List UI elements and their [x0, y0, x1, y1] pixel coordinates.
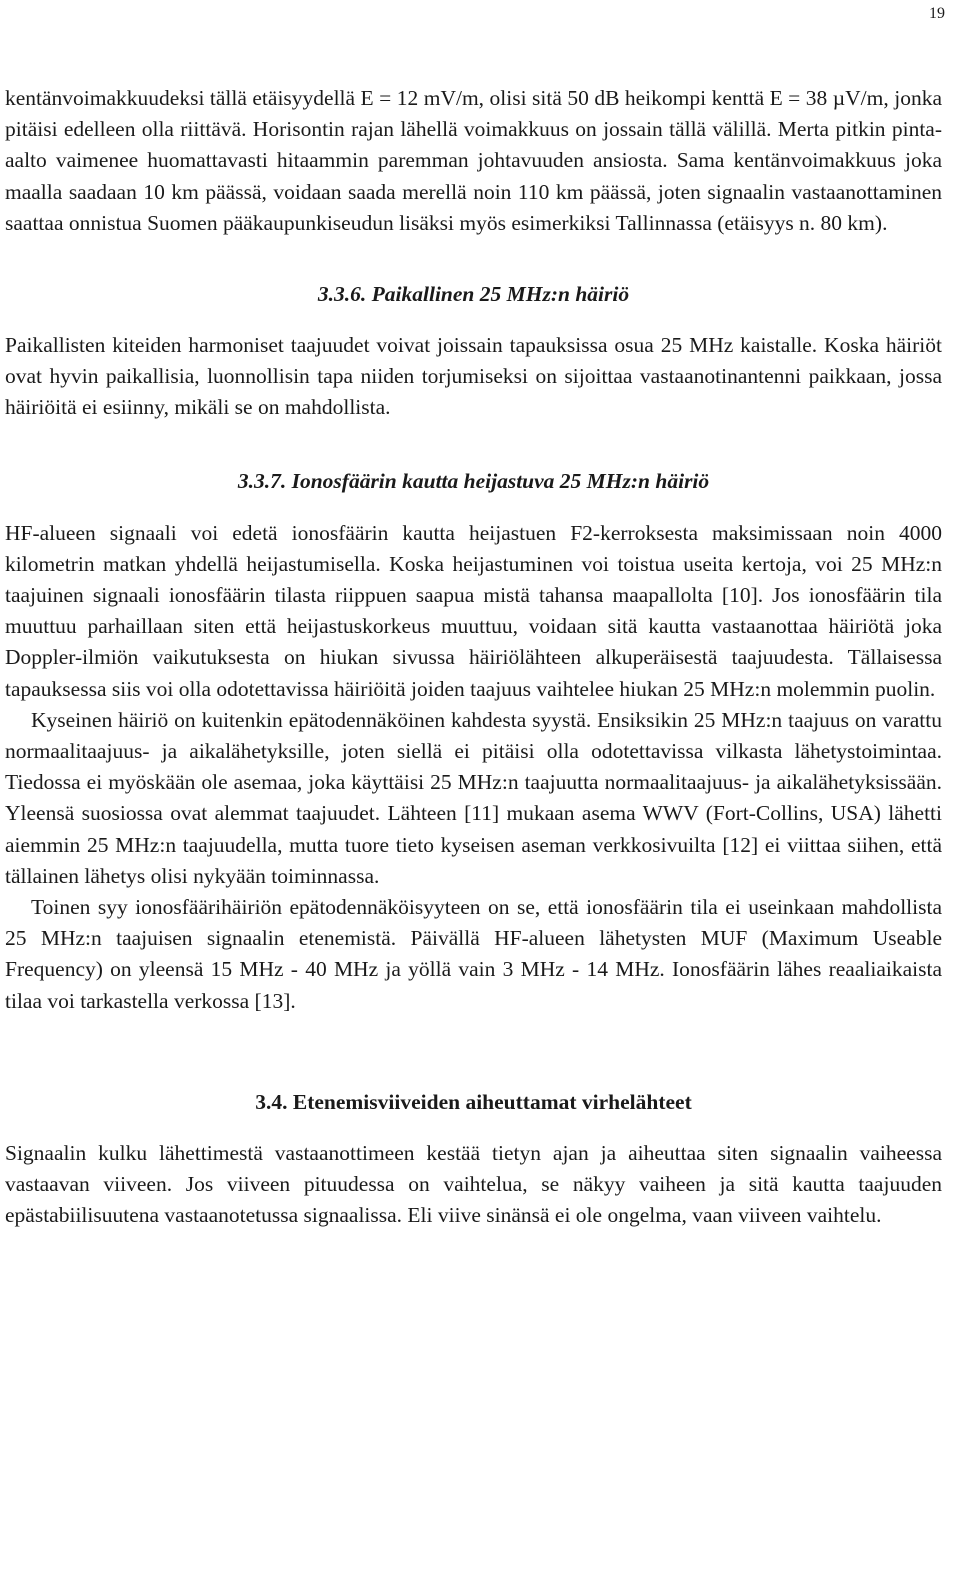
heading-3-4: 3.4. Etenemisviiveiden aiheuttamat virhelähteet — [255, 1089, 692, 1114]
paragraph-ionosphere-reflection: HF-alueen signaali voi edetä ionosfäärin kautta heijastuen F2-kerroksesta maksimissaan noin 4000 kilometrin matkan yhdellä heijastumisella. Koska heijastuminen voi toistua useita kertoja, voi 25 MHz:n taajuinen signaali ionosfäärin tilasta riippuen saapua mistä tahansa maapallolta [10]. Jos ionosfäärin tila muuttuu parhaillaan siten että heijastuskorkeus muuttuu, voidaan sitä kautta vastaanottaa häiriötä joka Doppler-ilmiön vaikutuksesta on hiukan sivussa häiriölähteen alkuperäisestä taajuudesta. Tällaisessa tapauksessa siis voi olla odotettavissa häiriöitä joiden taajuus vaihtelee hiukan 25 MHz:n molemmin puolin. — [5, 520, 942, 701]
paragraph-unlikely-interference: Kyseinen häiriö on kuitenkin epätodennäköinen kahdesta syystä. Ensiksikin 25 MHz:n taajuus on varattu normaalitaajuus- ja aikalähetyksille, joten siellä ei pitäisi olla odotettavissa vilkasta lähetystoimintaa. Tiedossa ei myöskään ole asemaa, joka käyttäisi 25 MHz:n taajuutta normaalitaajuus- ja aikalähetyksissään. Yleensä suosiossa ovat alemmat taajuudet. Lähteen [11] mukaan asema WWV (Fort-Collins, USA) lähetti aiemmin 25 MHz:n taajuudella, mutta tuore tieto kyseisen aseman verkkosivuilta [12] ei viittaa siihen, että tällainen lähetys olisi nykyään toiminnassa. — [5, 707, 942, 888]
heading-3-3-6: 3.3.6. Paikallinen 25 MHz:n häiriö — [317, 282, 630, 307]
spacer — [5, 310, 942, 330]
document-page — [5, 83, 942, 1231]
spacer — [5, 424, 942, 466]
spacer — [5, 1017, 942, 1087]
page-number: 19 — [929, 5, 945, 22]
spacer — [5, 239, 942, 279]
spacer — [5, 1118, 942, 1138]
paragraph-propagation-delay: Signaalin kulku lähettimestä vastaanottimeen kestää tietyn ajan ja aiheuttaa siten signaalin vaiheessa vastaavan viiveen. Jos viiveen pituudessa on vaihtelua, se näkyy vaiheen ja sitä kautta taajuuden epästabiilisuutena vastaanotetussa signaalissa. Eli viive sinänsä ei ole ongelma, vaan viiveen vaihtelu. — [5, 1140, 942, 1228]
paragraph-local-interference: Paikallisten kiteiden harmoniset taajuudet voivat joissain tapauksissa osua 25 MHz kaistalle. Koska häiriöt ovat hyvin paikallisia, luonnollisin tapa niiden torjumiseksi on sijoittaa vastaanotinantenni paikkaan, jossa häiriöitä ei esiinny, mikäli se on mahdollista. — [5, 333, 942, 420]
heading-3-3-7: 3.3.7. Ionosfäärin kautta heijastuva 25 MHz:n häiriö — [237, 468, 710, 493]
paragraph-field-strength: kentänvoimakkuudeksi tällä etäisyydellä E = 12 mV/m, olisi sitä 50 dB heikompi kenttä E = 38 µV/m, jonka pitäisi edelleen olla riittävä. Horisontin rajan lähellä voimakkuus on jossain tällä välillä. Merta pitkin pinta-aalto vaimenee huomattavasti hitaammin paremman johtavuuden ansiosta. Sama kentänvoimakkuus joka maalla saadaan 10 km päässä, voidaan saada merellä noin 110 km päässä, joten signaalin vastaanottaminen saattaa onnistua Suomen pääkaupunkiseudun lisäksi myös esimerkiksi Tallinnassa (etäisyys n. 80 km). — [5, 86, 942, 235]
paragraph-second-reason: Toinen syy ionosfäärihäiriön epätodennäköisyyteen on se, että ionosfäärin tila ei useinkaan mahdollista 25 MHz:n taajuisen signaalin etenemistä. Päivällä HF-alueen lähetysten MUF (Maximum Useable Frequency) on yleensä 15 MHz - 40 MHz ja yöllä vain 3 MHz - 14 MHz. Ionosfäärin lähes reaaliaikaista tilaa voi tarkastella verkossa [13]. — [5, 895, 942, 1013]
spacer — [5, 497, 942, 518]
